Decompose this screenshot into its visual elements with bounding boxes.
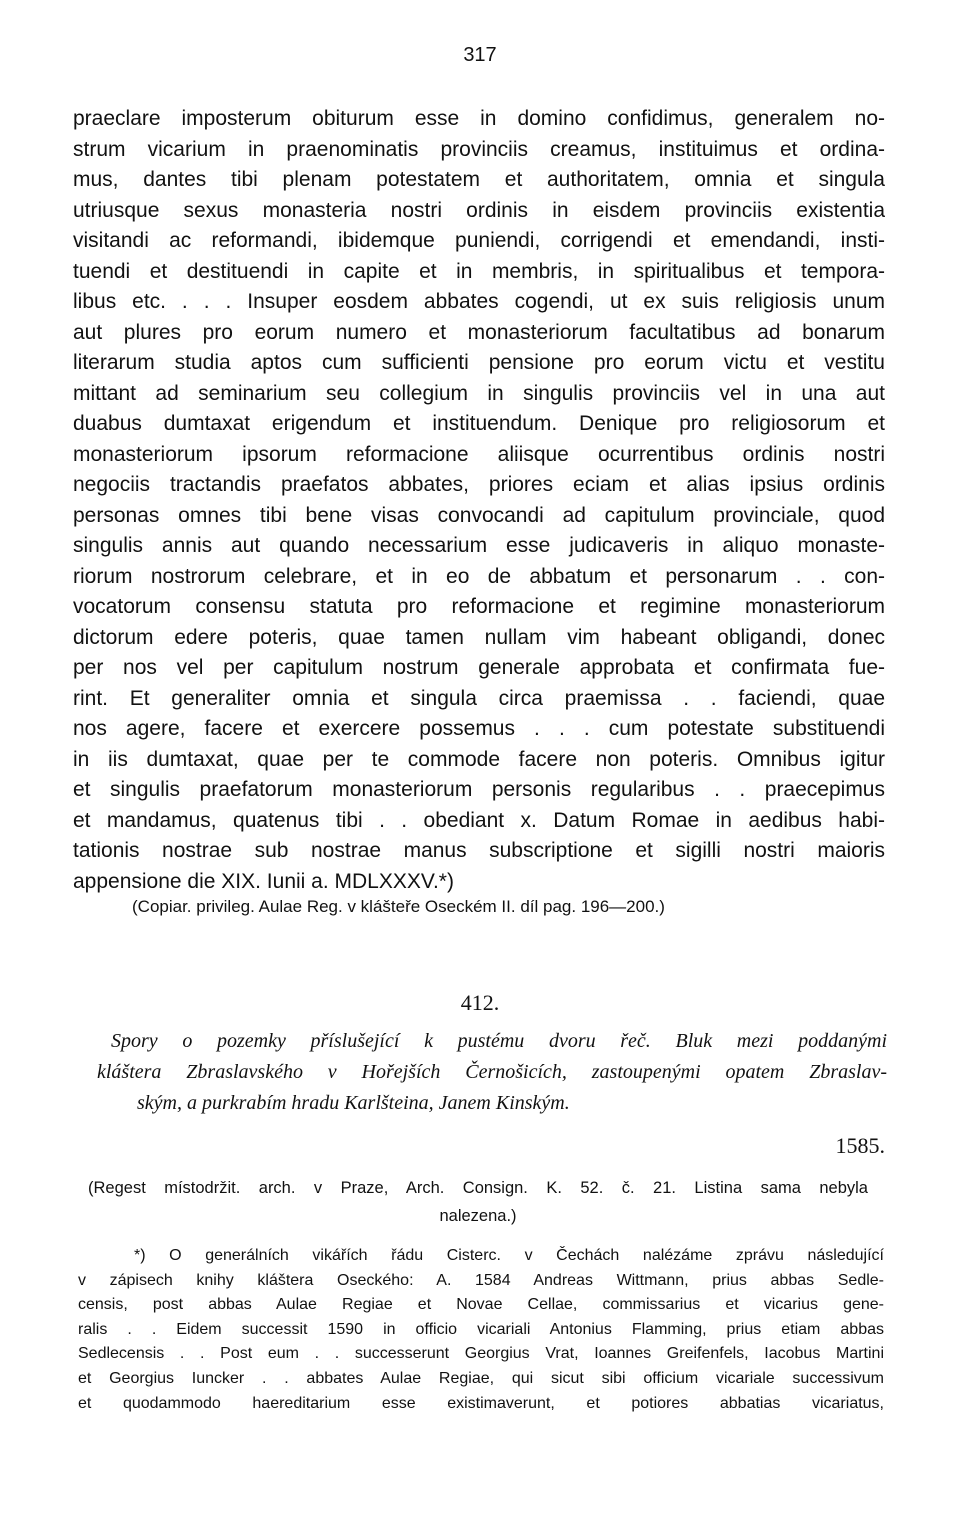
text-line: duabus dumtaxat erigendum et instituendum. Denique pro religiosorum et xyxy=(73,412,885,435)
text-line: aut plures pro eorum numero et monasteriorum facultatibus ad bonarum xyxy=(73,320,885,344)
heading-line: kláštera Zbraslavského v Hořejších Černošicích, zastoupenými opatem Zbraslav- xyxy=(97,1061,887,1083)
text-line: praeclare imposterum obiturum esse in domino confidimus, generalem no- xyxy=(73,107,885,130)
document-heading xyxy=(97,1026,887,1119)
text-line: tuendi et destituendi in capite et in membris, in spiritualibus et tempora- xyxy=(73,259,885,283)
main-text xyxy=(73,104,885,897)
text-line: et mandamus, quatenus tibi . . obediant x. Datum Romae in aedibus habi- xyxy=(73,808,885,832)
text-line: utriusque sexus monasteria nostri ordinis in eisdem provinciis existentia xyxy=(73,198,885,222)
footnote-line: et Georgius Iuncker . . abbates Aulae Regiae, qui sicut sibi officium vicariale successivum xyxy=(78,1369,884,1387)
text-line: mus, dantes tibi plenam potestatem et authoritatem, omnia et singula xyxy=(73,168,885,191)
heading-line: Spory o pozemky příslušející k pustému dvoru řeč. Bluk mezi poddanými xyxy=(111,1030,887,1052)
footnote-line: et quodammodo haereditarium esse existimaverunt, et potiores abbatias vicariatus, xyxy=(78,1394,884,1412)
text-line: per nos vel per capitulum nostrum generale approbata et confirmata fue- xyxy=(73,656,885,679)
text-line: vocatorum consensu statuta pro reformacione et regimine monasteriorum xyxy=(73,595,885,618)
text-line: libus etc. . . . Insuper eosdem abbates cogendi, ut ex suis religiosis unum xyxy=(73,290,885,313)
text-line: in iis dumtaxat, quae per te commode facere non poteris. Omnibus igitur xyxy=(73,747,885,771)
regest-line: nalezena.) xyxy=(439,1207,517,1225)
text-line: et singulis praefatorum monasteriorum personis regularibus . . praecepimus xyxy=(73,778,885,801)
regest-line: (Regest místodržit. arch. v Praze, Arch. Consign. K. 52. č. 21. Listina sama nebyla xyxy=(88,1179,868,1197)
text-line: mittant ad seminarium seu collegium in singulis provinciis vel in una aut xyxy=(73,381,885,405)
text-line: appensione die XIX. Iunii a. MDLXXXV.*) xyxy=(73,869,454,893)
page-number: 317 xyxy=(463,44,497,66)
footnote xyxy=(78,1244,884,1416)
text-line: monasteriorum ipsorum reformacione aliisque ocurrentibus ordinis nostri xyxy=(73,442,885,466)
footnote-line: Sedlecensis . . Post eum . . successerunt Georgius Vrat, Ioannes Greifenfels, Iacobus Martini xyxy=(78,1345,884,1363)
document-year: 1585. xyxy=(835,1133,885,1158)
text-line: literarum studia aptos cum sufficienti pensione pro eorum victu et vestitu xyxy=(73,351,885,374)
text-line: dictorum edere poteris, quae tamen nullam vim habeant obligandi, donec xyxy=(73,625,885,649)
footnote-line: ralis . . Eidem successit 1590 in officio vicariali Antonius Flamming, prius etiam abbas xyxy=(78,1320,884,1338)
footnote-line: censis, post abbas Aulae Regiae et Novae Cellae, commissarius et vicarius gene- xyxy=(78,1296,884,1314)
text-line: personas omnes tibi bene visas convocandi ad capitulum provinciale, quod xyxy=(73,503,885,527)
text-line: visitandi ac reformandi, ibidemque puniendi, corrigendi et emendandi, insti- xyxy=(73,229,885,252)
regest-note xyxy=(88,1174,868,1230)
text-line: riorum nostrorum celebrare, et in eo de abbatum et personarum . . con- xyxy=(73,564,885,588)
footnote-line: *) O generálních vikářích řádu Cisterc. v Čechách nalézáme zprávu následující xyxy=(134,1247,884,1264)
source-citation: (Copiar. privileg. Aulae Reg. v klášteře Oseckém II. díl pag. 196—200.) xyxy=(132,897,665,916)
text-line: nos agere, facere et exercere possemus . . . cum potestate substituendi xyxy=(73,717,885,740)
heading-line: ským, a purkrabím hradu Karlšteina, Janem Kinským. xyxy=(137,1092,570,1114)
text-line: rint. Et generaliter omnia et singula circa praemissa . . faciendi, quae xyxy=(73,686,885,710)
text-line: strum vicarium in praenominatis provinciis creamus, instituimus et ordina- xyxy=(73,137,885,161)
text-line: negociis tractandis praefatos abbates, priores eciam et alias ipsius ordinis xyxy=(73,473,885,496)
text-line: tationis nostrae sub nostrae manus subscriptione et sigilli nostri maioris xyxy=(73,839,885,862)
document-number: 412. xyxy=(460,990,500,1015)
footnote-line: v zápisech knihy kláštera Oseckého: A. 1584 Andreas Wittmann, prius abbas Sedle- xyxy=(78,1271,884,1289)
text-line: singulis annis aut quando necessarium esse judicaveris in aliquo monaste- xyxy=(73,534,885,557)
